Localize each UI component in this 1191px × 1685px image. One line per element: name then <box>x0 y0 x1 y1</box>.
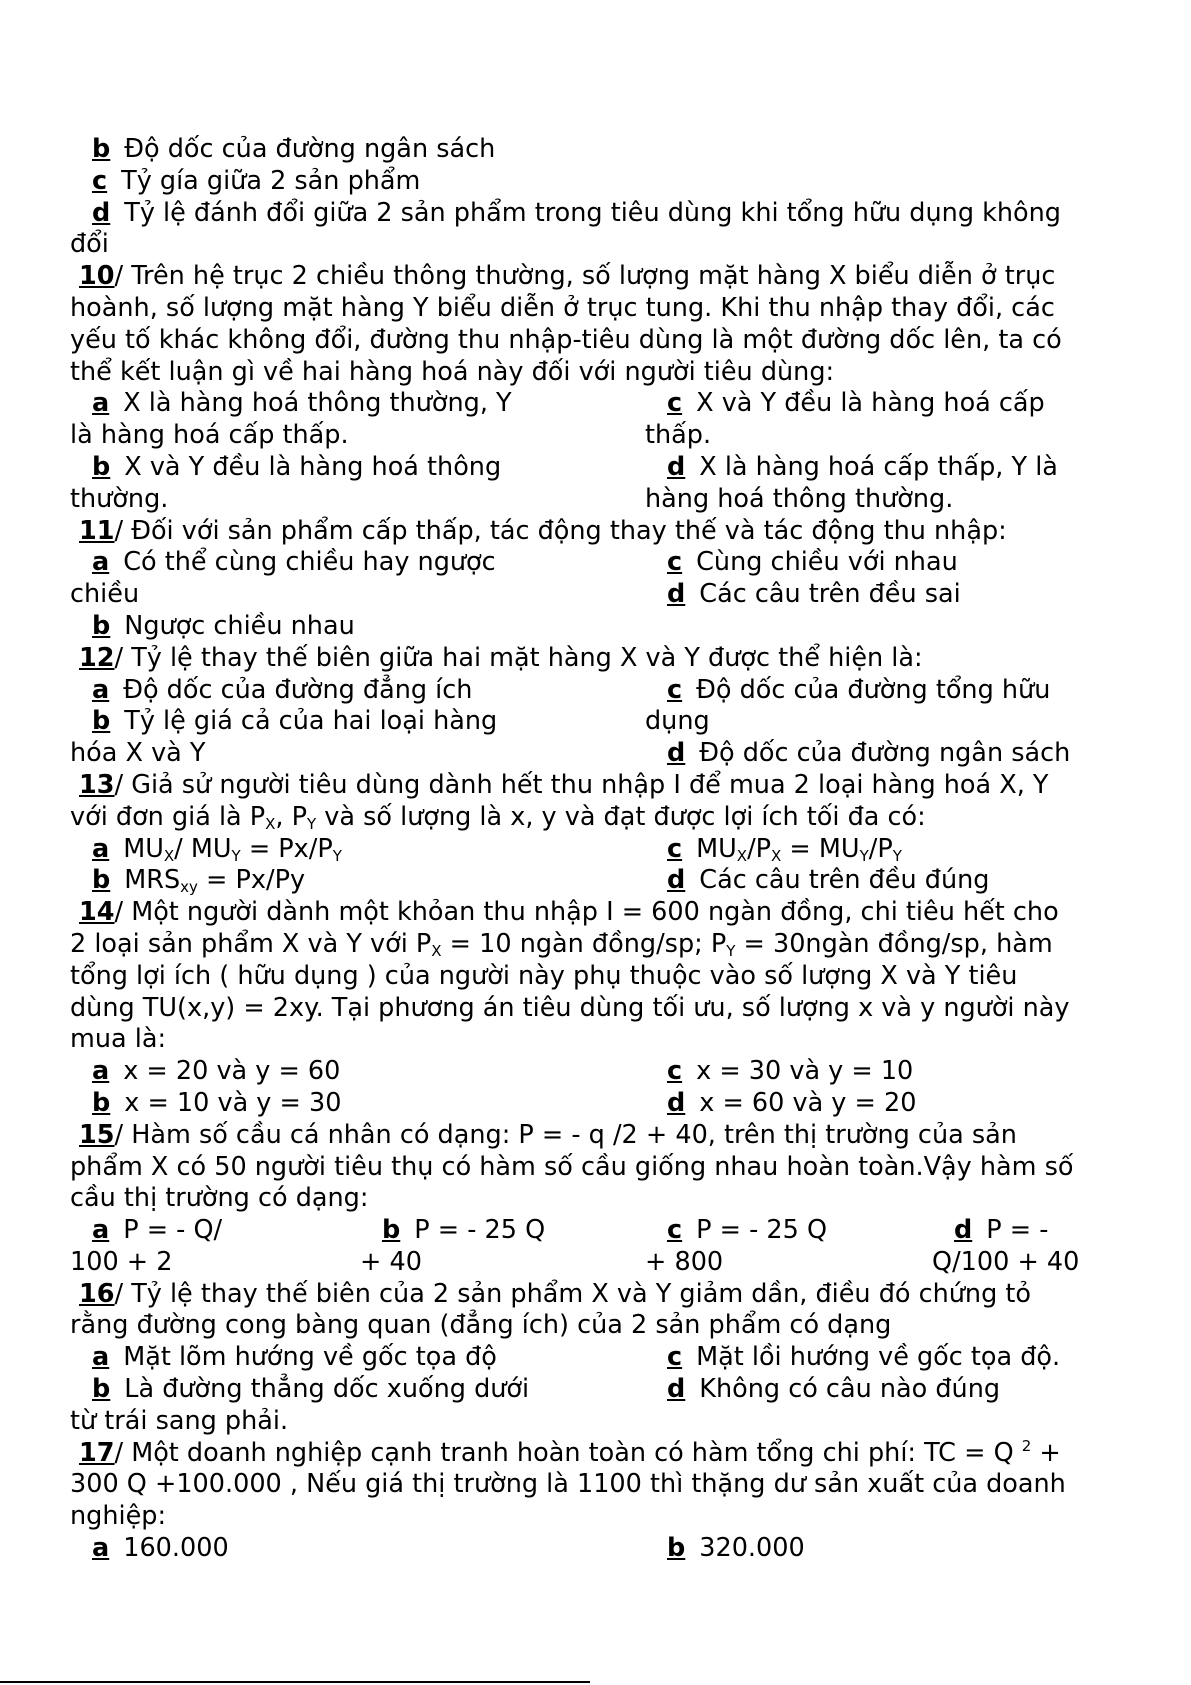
q13-option-b[interactable]: b $MRS_{xy} = Px/Py$ <box>92 865 306 897</box>
question-13: 13/ Giả sử người tiêu dùng dành hết thu nhập I để mua 2 loại hàng hoá X, Y <box>79 769 1049 800</box>
q15-options-row <box>70 1215 1140 1247</box>
q16-option-d[interactable]: d Không có câu nào đúng <box>667 1374 1001 1405</box>
q14-option-c[interactable]: c x = 30 và y = 10 <box>667 1056 914 1087</box>
q9-option-c[interactable]: c Tỷ gía giữa 2 sản phẩm <box>92 165 421 196</box>
question-14: 14/ Một người dành một khỏan thu nhập I = 600 ngàn đồng, chi tiêu hết cho <box>79 897 1059 928</box>
q16-options-row <box>70 1374 1140 1406</box>
q10-option-c[interactable]: c X và Y đều là hàng hoá cấp <box>667 388 1045 419</box>
q11-options-row <box>70 579 1140 611</box>
footer-divider <box>0 1681 590 1683</box>
q13-options-row <box>70 865 1140 897</box>
q13-option-c[interactable]: c $MU_X/P_X = MU_Y/P_Y$ <box>667 833 902 865</box>
question-13-text: với đơn giá là $P_X$, $P_Y$ và số lượng là x, y và đạt được lợi ích tối đa có: <box>70 801 926 833</box>
q12-options-row <box>70 706 1140 738</box>
question-10: 10/ Trên hệ trục 2 chiều thông thường, số lượng mặt hàng X biểu diễn ở trục <box>79 261 1056 292</box>
question-14-text: 2 loại sản phẩm X và Y với $P_X = 10$ ngàn đồng/sp; $P_Y$ = 30ngàn đồng/sp, hàm <box>70 928 1053 960</box>
q11-option-b[interactable]: b Ngược chiều nhau <box>92 610 355 641</box>
q12-option-b[interactable]: b Tỷ lệ giá cả của hai loại hàng <box>92 706 498 737</box>
q15-option-d[interactable]: d P = - <box>954 1215 1049 1246</box>
question-12: 12/ Tỷ lệ thay thế biên giữa hai mặt hàng X và Y được thể hiện là: <box>79 642 923 673</box>
q16-option-c[interactable]: c Mặt lồi hướng về gốc tọa độ. <box>667 1342 1061 1373</box>
question-15-text: cầu thị trường có dạng: <box>70 1183 369 1214</box>
q14-options-row <box>70 1088 1140 1120</box>
question-17-text: nghiệp: <box>70 1501 167 1532</box>
q10-option-c-cont: thấp. <box>645 420 712 451</box>
q14-option-a[interactable]: a x = 20 và y = 60 <box>92 1056 341 1087</box>
question-16: 16/ Tỷ lệ thay thế biên của 2 sản phẩm X và Y giảm dần, điều đó chứng tỏ <box>79 1278 1031 1309</box>
question-15-text: phẩm X có 50 người tiêu thụ có hàm số cầu giống nhau hoàn toàn.Vậy hàm số <box>70 1151 1074 1182</box>
q10-options-row <box>70 452 1140 484</box>
question-16-text: rằng đường cong bàng quan (đẳng ích) của 2 sản phẩm có dạng <box>70 1310 892 1341</box>
q10-option-b[interactable]: b X và Y đều là hàng hoá thông <box>92 451 502 482</box>
q10-option-d-cont: hàng hoá thông thường. <box>645 483 954 514</box>
question-14-text: dùng TU(x,y) = 2xy. Tại phương án tiêu dùng tối ưu, số lượng x và y người này <box>70 992 1070 1023</box>
q10-options-row <box>70 484 1140 516</box>
q16-options-row <box>70 1342 1140 1374</box>
q15-option-b-cont: + 40 <box>360 1246 422 1277</box>
q17-option-b[interactable]: b 320.000 <box>667 1533 805 1564</box>
q14-option-b[interactable]: b x = 10 và y = 30 <box>92 1087 342 1118</box>
q17-option-a[interactable]: a 160.000 <box>92 1533 229 1564</box>
question-11: 11/ Đối với sản phẩm cấp thấp, tác động thay thế và tác động thu nhập: <box>79 515 1007 546</box>
q17-options-row <box>70 1533 1140 1565</box>
q15-option-c-cont: + 800 <box>645 1246 724 1277</box>
q15-option-a[interactable]: a P = - Q/ <box>92 1215 223 1246</box>
q11-option-c[interactable]: c Cùng chiều với nhau <box>667 547 958 578</box>
q12-option-c[interactable]: c Độ dốc của đường tổng hữu <box>667 674 1051 705</box>
q9-option-b[interactable]: b Độ dốc của đường ngân sách <box>92 134 496 164</box>
q15-option-b[interactable]: b P = - 25 Q <box>382 1215 546 1246</box>
question-17-text: 300 Q +100.000 , Nếu giá thị trường là 1100 thì thặng dư sản xuất của doanh <box>70 1469 1066 1500</box>
q10-option-d[interactable]: d X là hàng hoá cấp thấp, Y là <box>667 451 1058 482</box>
q15-option-c[interactable]: c P = - 25 Q <box>667 1215 828 1246</box>
question-10-text: thể kết luận gì về hai hàng hoá này đối với người tiêu dùng: <box>70 356 835 387</box>
q12-options-row <box>70 675 1140 707</box>
q15-options-row <box>70 1247 1140 1279</box>
q16-option-a[interactable]: a Mặt lõm hướng về gốc tọa độ <box>92 1342 497 1373</box>
question-14-text: mua là: <box>70 1024 167 1055</box>
question-14-text: tổng lợi ích ( hữu dụng ) của người này phụ thuộc vào số lượng X và Y tiêu <box>70 960 1018 991</box>
q15-option-d-cont: Q/100 + 40 <box>932 1246 1080 1277</box>
q9-option-d[interactable]: d Tỷ lệ đánh đổi giữa 2 sản phẩm trong tiêu dùng khi tổng hữu dụng không <box>92 197 1061 228</box>
question-10-text: yếu tố khác không đổi, đường thu nhập-tiêu dùng là một đường dốc lên, ta có <box>70 324 1062 355</box>
q10-option-a-cont: là hàng hoá cấp thấp. <box>70 420 349 451</box>
q12-option-a[interactable]: a Độ dốc của đường đẳng ích <box>92 674 473 705</box>
q12-option-c-cont: dụng <box>645 706 710 737</box>
q11-option-a[interactable]: a Có thể cùng chiều hay ngược <box>92 547 496 578</box>
q11-option-a-cont: chiều <box>70 579 140 610</box>
q12-option-d[interactable]: d Độ dốc của đường ngân sách <box>667 738 1071 769</box>
q10-options-row <box>70 388 1140 420</box>
question-17: 17/ Một doanh nghiệp cạnh tranh hoàn toàn có hàm tổng chi phí: TC = Q $^2$ + <box>79 1436 1061 1468</box>
q11-options-row <box>70 547 1140 579</box>
q14-options-row <box>70 1056 1140 1088</box>
q15-option-a-cont: 100 + 2 <box>70 1246 173 1277</box>
q10-option-a[interactable]: a X là hàng hoá thông thường, Y <box>92 388 512 419</box>
q14-option-d[interactable]: d x = 60 và y = 20 <box>667 1087 917 1118</box>
q13-options-row <box>70 834 1140 866</box>
q10-options-row <box>70 420 1140 452</box>
q9-option-d-cont: đổi <box>70 229 109 260</box>
question-10-text: hoành, số lượng mặt hàng Y biểu diễn ở trục tung. Khi thu nhập thay đổi, các <box>70 292 1055 323</box>
q16-option-b-cont: từ trái sang phải. <box>70 1405 289 1436</box>
q12-options-row <box>70 738 1140 770</box>
q16-option-b[interactable]: b Là đường thẳng dốc xuống dưới <box>92 1374 530 1405</box>
q13-option-d[interactable]: d Các câu trên đều đúng <box>667 865 990 896</box>
document-page <box>70 134 1140 1565</box>
q10-option-b-cont: thường. <box>70 483 169 514</box>
q12-option-b-cont: hóa X và Y <box>70 738 206 769</box>
q13-option-a[interactable]: a $MU_X/$ $MU_Y = Px/P_Y$ <box>92 833 342 865</box>
q11-option-d[interactable]: d Các câu trên đều sai <box>667 579 961 610</box>
question-15: 15/ Hàm số cầu cá nhân có dạng: P = - q /2 + 40, trên thị trường của sản <box>79 1119 1017 1150</box>
